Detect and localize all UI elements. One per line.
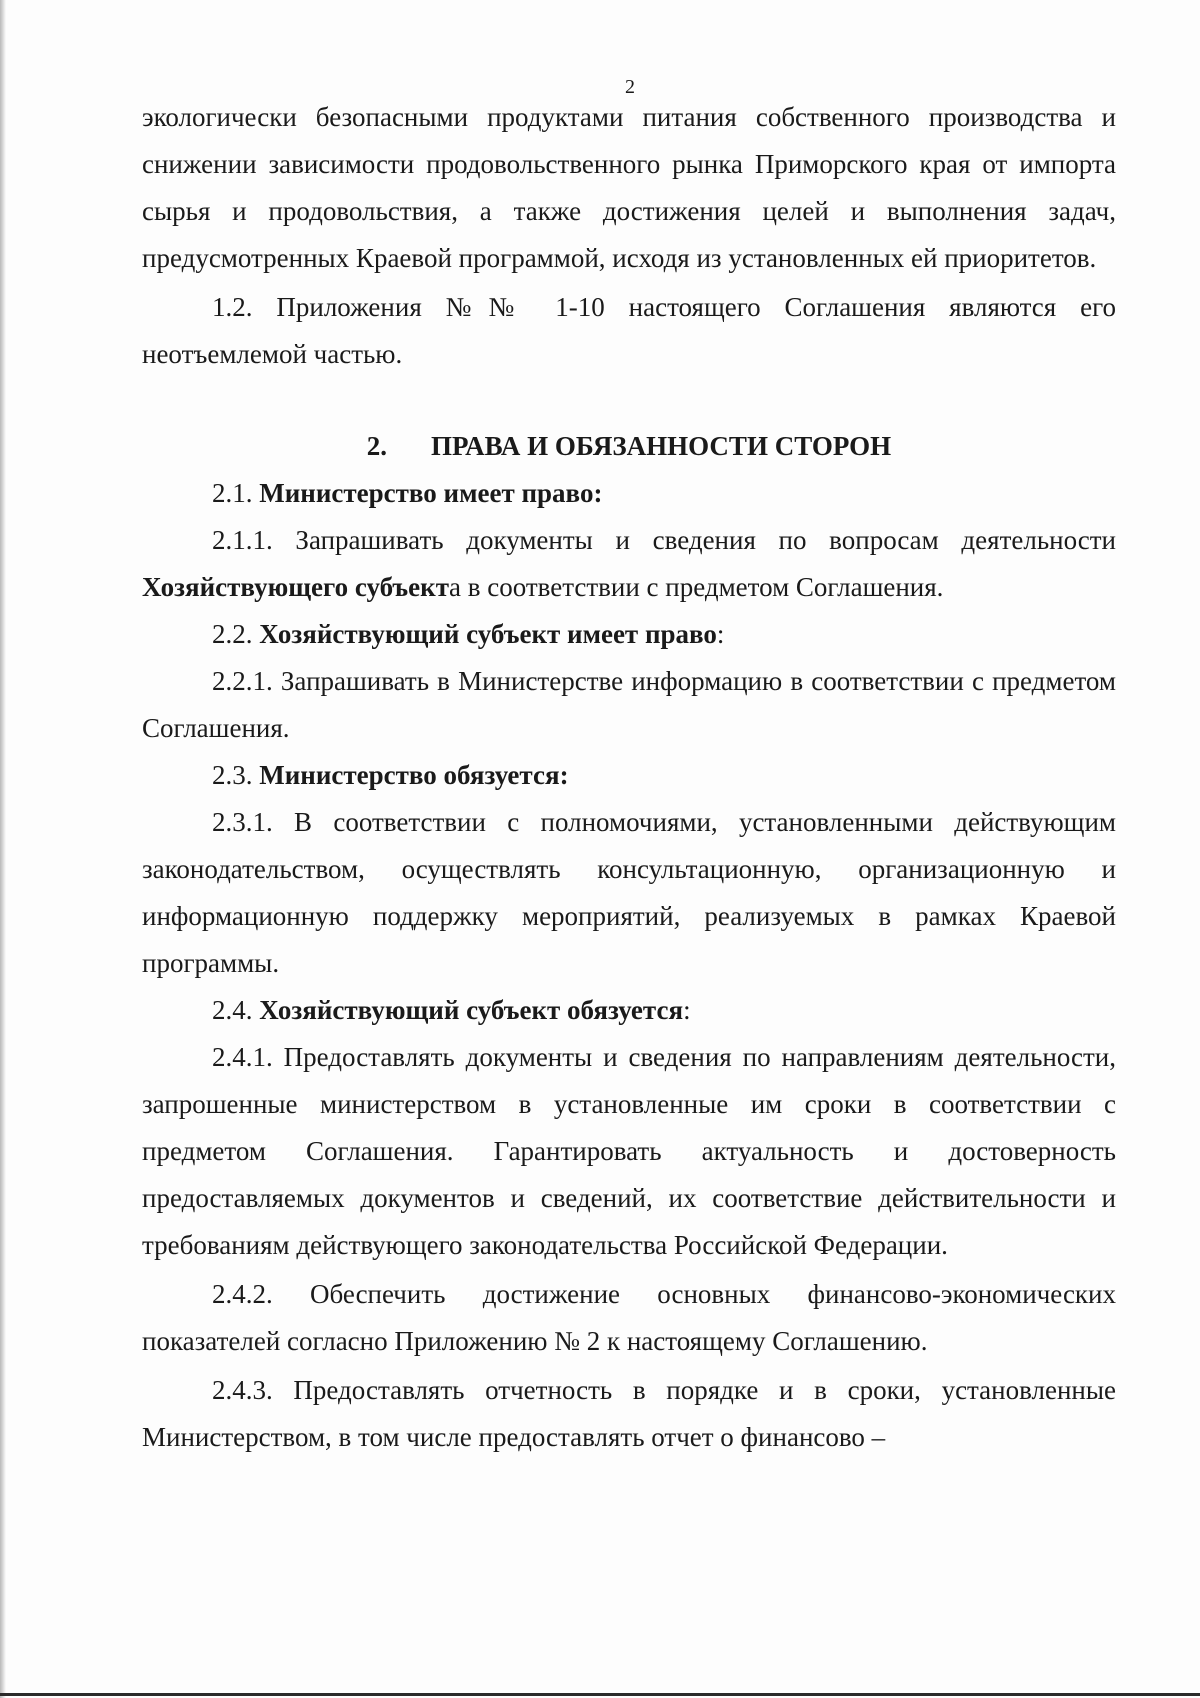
clause-number: 2.4.	[212, 995, 260, 1025]
clause-heading: Хозяйствующий субъект обязуется	[259, 995, 684, 1025]
scan-left-edge	[0, 0, 6, 1698]
section-number: 2.	[366, 431, 388, 461]
clause-punct: :	[683, 995, 691, 1025]
clause-number: 2.2.	[212, 619, 260, 649]
scan-bottom-edge	[0, 1693, 1200, 1696]
paragraph-2-4-2: 2.4.2. Обеспечить достижение основных финансово-экономических показателей согласно Приложению № 2 к настоящему Соглашению.	[142, 1279, 1116, 1356]
paragraph-2-1-1	[142, 517, 1116, 611]
clause-heading: Министерство обязуется:	[259, 760, 569, 790]
paragraph-2-3-1: 2.3.1. В соответствии с полномочиями, установленными действующим законодательством, осуществлять консультационную, организационную и информационную поддержку мероприятий, реализуемых в рамках Краевой программы.	[142, 807, 1116, 978]
paragraph-2-2-1: 2.2.1. Запрашивать в Министерстве информацию в соответствии с предметом Соглашения.	[142, 666, 1116, 743]
clause-text-tail: а в соответствии с предметом Соглашения.	[448, 572, 944, 602]
section-heading	[142, 423, 1116, 470]
paragraph-2-2	[142, 611, 1116, 658]
paragraph-intro-continuation: экологически безопасными продуктами питания собственного производства и снижении зависимости продовольственного рынка Приморского края от импорта сырья и продовольствия, а также достижения целей и выполнения задач, предусмотренных Краевой программой, исходя из установленных ей приоритетов.	[142, 102, 1116, 273]
paragraph-2-3	[142, 752, 1116, 799]
clause-text: 2.1.1. Запрашивать документы и сведения по вопросам деятельности	[212, 525, 1116, 555]
clause-heading: Министерство имеет право:	[259, 478, 603, 508]
paragraph-2-4-1: 2.4.1. Предоставлять документы и сведения по направлениям деятельности, запрошенные министерством в установленные им сроки в соответствии с предметом Соглашения. Гарантировать актуальность и достоверность предоставляемых документов и сведений, их соответствие действительности и требованиям действующего законодательства Российской Федерации.	[142, 1042, 1116, 1260]
clause-heading: Хозяйствующий субъект имеет право	[259, 619, 717, 649]
clause-number: 2.3.	[212, 760, 260, 790]
clause-punct: :	[716, 619, 725, 649]
document-body	[142, 94, 1116, 1461]
clause-bold-term: Хозяйствующего субъект	[142, 572, 449, 602]
paragraph-2-4	[142, 987, 1116, 1034]
section-title: ПРАВА И ОБЯЗАННОСТИ СТОРОН	[431, 431, 892, 461]
paragraph-2-4-3: 2.4.3. Предоставлять отчетность в порядке и в сроки, установленные Министерством, в том числе предоставлять отчет о финансово –	[142, 1375, 1116, 1452]
clause-number: 2.1.	[212, 478, 260, 508]
page-number: 2	[625, 76, 635, 98]
paragraph-2-1	[142, 470, 1116, 517]
paragraph-1-2: 1.2. Приложения №№ 1-10 настоящего Соглашения являются его неотъемлемой частью.	[142, 292, 1116, 369]
